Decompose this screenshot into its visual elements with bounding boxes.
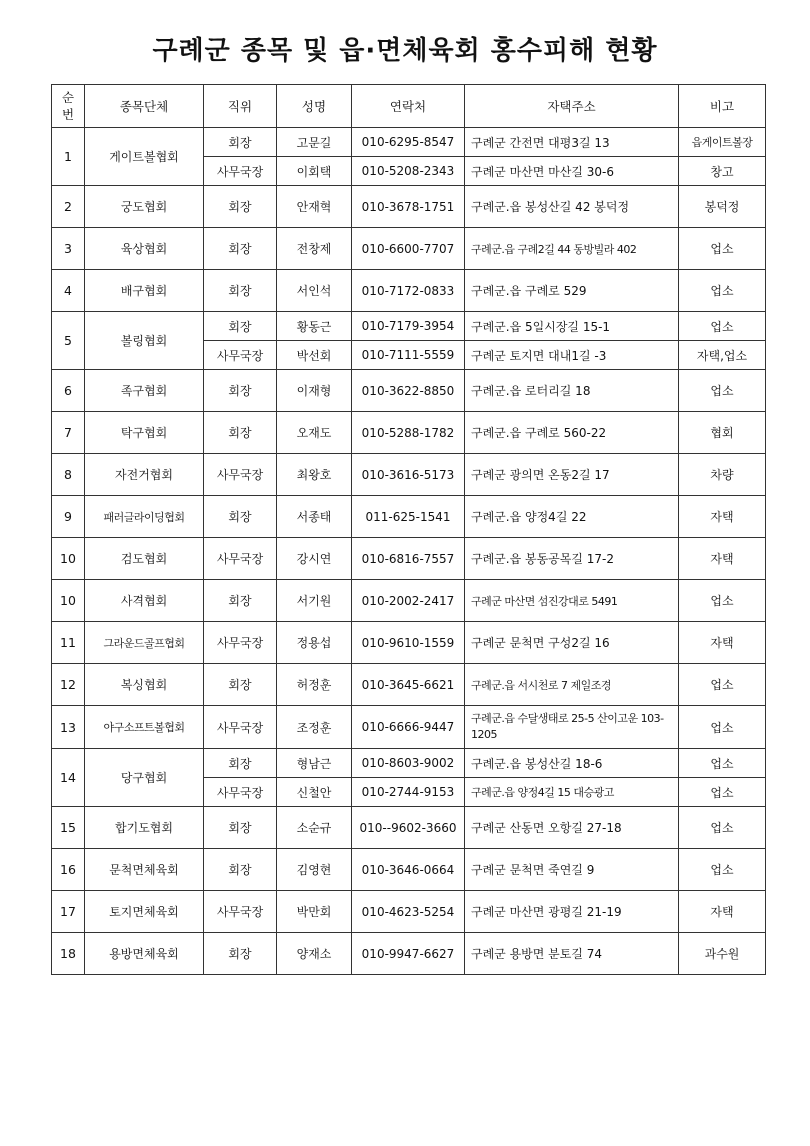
cell-position: 회장 bbox=[204, 186, 277, 228]
cell-group: 육상협회 bbox=[85, 228, 204, 270]
cell-name: 김영현 bbox=[277, 849, 352, 891]
cell-address: 구례군.읍 5일시장길 15-1 bbox=[465, 312, 679, 341]
cell-position: 회장 bbox=[204, 496, 277, 538]
cell-position: 회장 bbox=[204, 933, 277, 975]
cell-contact: 010-2744-9153 bbox=[352, 778, 465, 807]
header-contact: 연락처 bbox=[352, 85, 465, 128]
cell-group: 볼링협회 bbox=[85, 312, 204, 370]
cell-note: 읍게이트볼장 bbox=[679, 128, 766, 157]
cell-contact: 010-3616-5173 bbox=[352, 454, 465, 496]
cell-contact: 010-3678-1751 bbox=[352, 186, 465, 228]
cell-group: 사격협회 bbox=[85, 580, 204, 622]
cell-note: 업소 bbox=[679, 778, 766, 807]
cell-address: 구례군.읍 구례로 560-22 bbox=[465, 412, 679, 454]
header-name: 성명 bbox=[277, 85, 352, 128]
cell-group: 그라운드골프협회 bbox=[85, 622, 204, 664]
table-row bbox=[52, 228, 766, 270]
header-note: 비고 bbox=[679, 85, 766, 128]
cell-name: 고문길 bbox=[277, 128, 352, 157]
table-row bbox=[52, 622, 766, 664]
cell-contact: 010-3645-6621 bbox=[352, 664, 465, 706]
cell-note: 업소 bbox=[679, 849, 766, 891]
cell-no: 4 bbox=[52, 270, 85, 312]
cell-name: 이회택 bbox=[277, 157, 352, 186]
cell-no: 12 bbox=[52, 664, 85, 706]
header-no-bottom: 번 bbox=[61, 107, 75, 122]
cell-note: 자택 bbox=[679, 622, 766, 664]
cell-address: 구례군 토지면 대내1길 -3 bbox=[465, 341, 679, 370]
cell-group: 검도협회 bbox=[85, 538, 204, 580]
cell-group: 게이트볼협회 bbox=[85, 128, 204, 186]
cell-group: 족구협회 bbox=[85, 370, 204, 412]
cell-no: 9 bbox=[52, 496, 85, 538]
cell-group: 자전거협회 bbox=[85, 454, 204, 496]
cell-name: 강시연 bbox=[277, 538, 352, 580]
cell-note: 업소 bbox=[679, 270, 766, 312]
cell-group: 탁구협회 bbox=[85, 412, 204, 454]
cell-note: 과수원 bbox=[679, 933, 766, 975]
cell-contact: 010-6816-7557 bbox=[352, 538, 465, 580]
cell-address: 구례군.읍 구례로 529 bbox=[465, 270, 679, 312]
cell-note: 차량 bbox=[679, 454, 766, 496]
table-row bbox=[52, 706, 766, 749]
cell-address: 구례군 마산면 마산길 30-6 bbox=[465, 157, 679, 186]
cell-address: 구례군 산동면 오항길 27-18 bbox=[465, 807, 679, 849]
cell-group: 궁도협회 bbox=[85, 186, 204, 228]
table-row bbox=[52, 412, 766, 454]
cell-note: 창고 bbox=[679, 157, 766, 186]
cell-no: 2 bbox=[52, 186, 85, 228]
cell-contact: 010-7111-5559 bbox=[352, 341, 465, 370]
cell-position: 사무국장 bbox=[204, 341, 277, 370]
cell-position: 사무국장 bbox=[204, 157, 277, 186]
cell-position: 회장 bbox=[204, 370, 277, 412]
cell-position: 회장 bbox=[204, 849, 277, 891]
header-no bbox=[52, 85, 85, 128]
cell-position: 회장 bbox=[204, 807, 277, 849]
cell-name: 박선회 bbox=[277, 341, 352, 370]
cell-contact: 010-7179-3954 bbox=[352, 312, 465, 341]
table-row bbox=[52, 749, 766, 778]
cell-address: 구례군.읍 수달생태로 25-5 산이고운 103-1205 bbox=[465, 706, 679, 749]
header-no-top: 순 bbox=[61, 90, 75, 105]
cell-note: 자택 bbox=[679, 891, 766, 933]
cell-contact: 010-6600-7707 bbox=[352, 228, 465, 270]
cell-address: 구례군 문척면 구성2길 16 bbox=[465, 622, 679, 664]
cell-no: 15 bbox=[52, 807, 85, 849]
cell-no: 17 bbox=[52, 891, 85, 933]
cell-no: 11 bbox=[52, 622, 85, 664]
table-row bbox=[52, 128, 766, 157]
cell-position: 사무국장 bbox=[204, 891, 277, 933]
table-row bbox=[52, 849, 766, 891]
cell-address: 구례군 마산면 섬진강대로 5491 bbox=[465, 580, 679, 622]
cell-note: 업소 bbox=[679, 749, 766, 778]
cell-group: 패러글라이딩협회 bbox=[85, 496, 204, 538]
cell-address: 구례군 문척면 죽연길 9 bbox=[465, 849, 679, 891]
table-row bbox=[52, 580, 766, 622]
cell-name: 박만회 bbox=[277, 891, 352, 933]
cell-address: 구례군 광의면 온동2길 17 bbox=[465, 454, 679, 496]
cell-group: 야구소프트볼협회 bbox=[85, 706, 204, 749]
cell-position: 회장 bbox=[204, 664, 277, 706]
cell-position: 회장 bbox=[204, 128, 277, 157]
cell-position: 사무국장 bbox=[204, 538, 277, 580]
table-row bbox=[52, 270, 766, 312]
table-row bbox=[52, 312, 766, 341]
cell-position: 사무국장 bbox=[204, 706, 277, 749]
cell-name: 황동근 bbox=[277, 312, 352, 341]
cell-position: 회장 bbox=[204, 749, 277, 778]
cell-name: 서종태 bbox=[277, 496, 352, 538]
cell-contact: 010-6295-8547 bbox=[352, 128, 465, 157]
cell-note: 업소 bbox=[679, 370, 766, 412]
cell-contact: 010--9602-3660 bbox=[352, 807, 465, 849]
cell-no: 16 bbox=[52, 849, 85, 891]
cell-name: 허정훈 bbox=[277, 664, 352, 706]
cell-no: 8 bbox=[52, 454, 85, 496]
cell-group: 토지면체육회 bbox=[85, 891, 204, 933]
cell-group: 용방면체육회 bbox=[85, 933, 204, 975]
cell-name: 형남근 bbox=[277, 749, 352, 778]
table-row bbox=[52, 370, 766, 412]
cell-note: 자택 bbox=[679, 538, 766, 580]
table-row bbox=[52, 186, 766, 228]
cell-name: 오재도 bbox=[277, 412, 352, 454]
table-row bbox=[52, 454, 766, 496]
cell-no: 6 bbox=[52, 370, 85, 412]
cell-note: 업소 bbox=[679, 580, 766, 622]
cell-note: 협회 bbox=[679, 412, 766, 454]
cell-note: 업소 bbox=[679, 312, 766, 341]
table-row bbox=[52, 538, 766, 580]
cell-group: 합기도협회 bbox=[85, 807, 204, 849]
cell-name: 이재형 bbox=[277, 370, 352, 412]
cell-address: 구례군.읍 봉성산길 42 봉덕정 bbox=[465, 186, 679, 228]
cell-contact: 010-2002-2417 bbox=[352, 580, 465, 622]
cell-position: 사무국장 bbox=[204, 778, 277, 807]
cell-address: 구례군.읍 봉성산길 18-6 bbox=[465, 749, 679, 778]
cell-address: 구례군.읍 구례2길 44 동방빌라 402 bbox=[465, 228, 679, 270]
cell-no: 5 bbox=[52, 312, 85, 370]
cell-name: 전창제 bbox=[277, 228, 352, 270]
cell-group: 당구협회 bbox=[85, 749, 204, 807]
header-address: 자택주소 bbox=[465, 85, 679, 128]
cell-contact: 010-5208-2343 bbox=[352, 157, 465, 186]
cell-address: 구례군.읍 로터리길 18 bbox=[465, 370, 679, 412]
cell-contact: 011-625-1541 bbox=[352, 496, 465, 538]
page-title: 구례군 종목 및 읍·면체육회 홍수피해 현황 bbox=[152, 36, 658, 66]
cell-contact: 010-3646-0664 bbox=[352, 849, 465, 891]
cell-no: 10 bbox=[52, 538, 85, 580]
cell-no: 10 bbox=[52, 580, 85, 622]
cell-position: 회장 bbox=[204, 270, 277, 312]
cell-address: 구례군.읍 양정4길 22 bbox=[465, 496, 679, 538]
cell-group: 복싱협회 bbox=[85, 664, 204, 706]
cell-contact: 010-4623-5254 bbox=[352, 891, 465, 933]
cell-group: 문척면체육회 bbox=[85, 849, 204, 891]
cell-no: 1 bbox=[52, 128, 85, 186]
table-row bbox=[52, 891, 766, 933]
cell-address: 구례군 용방면 분토길 74 bbox=[465, 933, 679, 975]
cell-note: 봉덕정 bbox=[679, 186, 766, 228]
cell-contact: 010-8603-9002 bbox=[352, 749, 465, 778]
cell-no: 18 bbox=[52, 933, 85, 975]
cell-group: 배구협회 bbox=[85, 270, 204, 312]
cell-no: 7 bbox=[52, 412, 85, 454]
cell-position: 회장 bbox=[204, 228, 277, 270]
cell-note: 업소 bbox=[679, 706, 766, 749]
cell-name: 정용섭 bbox=[277, 622, 352, 664]
header-position: 직위 bbox=[204, 85, 277, 128]
cell-address: 구례군 간전면 대평3길 13 bbox=[465, 128, 679, 157]
table-row bbox=[52, 933, 766, 975]
cell-address: 구례군 마산면 광평길 21-19 bbox=[465, 891, 679, 933]
table-row bbox=[52, 807, 766, 849]
cell-no: 13 bbox=[52, 706, 85, 749]
table-row bbox=[52, 496, 766, 538]
cell-address: 구례군.읍 서시천로 7 제일조경 bbox=[465, 664, 679, 706]
cell-contact: 010-9610-1559 bbox=[352, 622, 465, 664]
cell-note: 자택 bbox=[679, 496, 766, 538]
cell-note: 업소 bbox=[679, 807, 766, 849]
cell-position: 회장 bbox=[204, 412, 277, 454]
cell-position: 회장 bbox=[204, 312, 277, 341]
damage-status-table bbox=[51, 84, 766, 975]
table-header-row bbox=[52, 85, 766, 128]
cell-contact: 010-7172-0833 bbox=[352, 270, 465, 312]
cell-name: 안재혁 bbox=[277, 186, 352, 228]
cell-name: 신철안 bbox=[277, 778, 352, 807]
cell-name: 서인석 bbox=[277, 270, 352, 312]
cell-contact: 010-6666-9447 bbox=[352, 706, 465, 749]
cell-no: 14 bbox=[52, 749, 85, 807]
cell-position: 회장 bbox=[204, 580, 277, 622]
table-row bbox=[52, 664, 766, 706]
cell-note: 자택,업소 bbox=[679, 341, 766, 370]
cell-address: 구례군.읍 양정4길 15 대승광고 bbox=[465, 778, 679, 807]
cell-name: 조정훈 bbox=[277, 706, 352, 749]
cell-address: 구례군.읍 봉동공목길 17-2 bbox=[465, 538, 679, 580]
cell-name: 서기원 bbox=[277, 580, 352, 622]
cell-position: 사무국장 bbox=[204, 454, 277, 496]
cell-contact: 010-5288-1782 bbox=[352, 412, 465, 454]
cell-no: 3 bbox=[52, 228, 85, 270]
cell-name: 양재소 bbox=[277, 933, 352, 975]
cell-note: 업소 bbox=[679, 664, 766, 706]
cell-position: 사무국장 bbox=[204, 622, 277, 664]
cell-contact: 010-3622-8850 bbox=[352, 370, 465, 412]
cell-name: 최왕호 bbox=[277, 454, 352, 496]
cell-note: 업소 bbox=[679, 228, 766, 270]
cell-name: 소순규 bbox=[277, 807, 352, 849]
header-group: 종목단체 bbox=[85, 85, 204, 128]
cell-contact: 010-9947-6627 bbox=[352, 933, 465, 975]
